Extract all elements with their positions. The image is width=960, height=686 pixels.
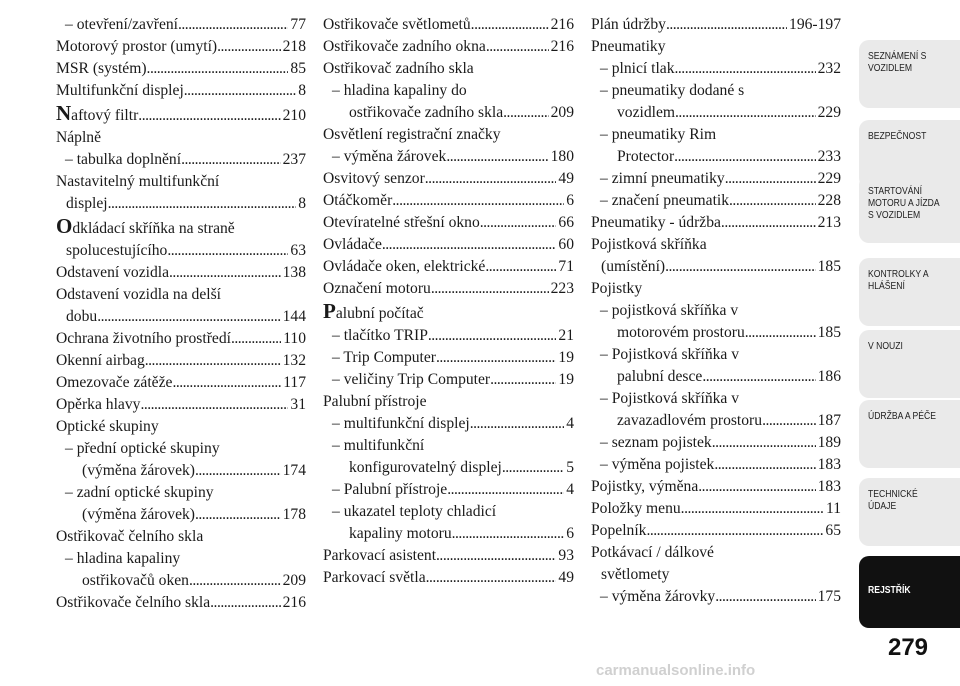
index-entry <box>591 476 841 498</box>
index-entry-rest: aftový filtr <box>71 107 139 124</box>
index-entry <box>323 391 574 413</box>
index-entry <box>591 586 841 608</box>
page-ref[interactable]: 183 <box>817 456 841 473</box>
index-entry-text: Protector <box>617 148 675 165</box>
index-entry <box>591 124 841 168</box>
page-ref[interactable]: 229 <box>817 104 841 121</box>
index-entry <box>591 388 841 432</box>
dot-leader <box>382 234 557 256</box>
page-ref[interactable]: 8 <box>298 82 306 99</box>
page-ref[interactable]: 233 <box>817 148 841 165</box>
index-entry-text: – pojistková skříňka v <box>600 302 739 319</box>
dot-leader <box>480 212 557 234</box>
index-entry-text: Popelník <box>591 522 647 539</box>
index-entry-text: Pneumatiky <box>591 38 666 55</box>
page-ref[interactable]: 218 <box>282 38 306 55</box>
index-entry-text: MSR (systém) <box>56 60 147 77</box>
page-ref[interactable]: 6 <box>566 192 574 209</box>
page-ref[interactable]: 189 <box>817 434 841 451</box>
index-entry <box>56 14 306 36</box>
index-entry-text: Osvitový senzor <box>323 170 425 187</box>
page-ref[interactable]: 185 <box>817 324 841 341</box>
index-entry-text: dobu <box>66 308 98 325</box>
page-ref[interactable]: 49 <box>558 170 574 187</box>
index-entry-text: Ostřikovače světlometů <box>323 16 471 33</box>
chapter-tab-label: BEZPEČNOST <box>868 130 927 142</box>
page-ref[interactable]: 175 <box>817 588 841 605</box>
dot-leader <box>97 306 280 328</box>
page-ref[interactable]: 187 <box>817 412 841 429</box>
index-entry-text: – multifunkční displej <box>332 415 470 432</box>
chapter-tab-label: V NOUZI <box>868 340 903 352</box>
index-entry-text <box>323 300 424 325</box>
index-entry-text: Osvětlení registrační značky <box>323 126 501 143</box>
index-column-2 <box>323 14 574 589</box>
dot-leader <box>485 256 556 278</box>
page-ref[interactable]: 216 <box>550 38 574 55</box>
page-ref[interactable]: 117 <box>283 374 306 391</box>
index-entry <box>56 215 306 262</box>
index-entry-text: vozidlem <box>617 104 676 121</box>
dot-leader <box>470 413 564 435</box>
index-entry-text: Odstavení vozidla na delší <box>56 286 221 303</box>
dot-leader <box>169 262 281 284</box>
page-ref[interactable]: 19 <box>558 349 574 366</box>
index-entry-text: palubní desce <box>617 368 703 385</box>
page-ref[interactable]: 228 <box>817 192 841 209</box>
letter-initial: P <box>323 299 336 323</box>
page-ref[interactable]: 85 <box>290 60 306 77</box>
index-entry-text: – pneumatiky Rim <box>600 126 717 143</box>
index-entry <box>591 300 841 344</box>
index-entry-text: Nastavitelný multifunkční <box>56 173 220 190</box>
dot-leader <box>666 14 787 36</box>
page-ref[interactable]: 65 <box>825 522 841 539</box>
dot-leader <box>502 457 564 479</box>
dot-leader <box>675 58 816 80</box>
index-entry <box>323 212 574 234</box>
chapter-tab[interactable] <box>859 40 960 108</box>
index-entry-text: Označení motoru <box>323 280 431 297</box>
index-entry-text: Pojistky, výměna <box>591 478 699 495</box>
index-entry-text: – seznam pojistek <box>600 434 712 451</box>
page-ref[interactable]: 185 <box>817 258 841 275</box>
index-entry-text <box>56 215 235 240</box>
index-entry <box>323 300 574 325</box>
index-entry <box>323 325 574 347</box>
index-entry <box>56 149 306 171</box>
index-entry <box>591 498 841 520</box>
dot-leader <box>184 80 296 102</box>
index-entry-text: – Palubní přístroje <box>332 481 448 498</box>
dot-leader <box>665 256 816 278</box>
dot-leader <box>145 350 281 372</box>
index-entry-text: – tlačítko TRIP <box>332 327 428 344</box>
index-entry-text: Ovládače <box>323 236 382 253</box>
index-entry-text: Parkovací asistent <box>323 547 437 564</box>
dot-leader <box>181 149 281 171</box>
index-entry-text: – Trip Computer <box>332 349 436 366</box>
index-entry-text: – pneumatiky dodané s <box>600 82 745 99</box>
index-entry <box>323 80 574 124</box>
index-entry <box>323 347 574 369</box>
index-entry-text: (výměna žárovek) <box>82 506 195 523</box>
index-entry-text: Odstavení vozidla <box>56 264 170 281</box>
index-entry-text: ostřikovačů oken <box>82 572 189 589</box>
dot-leader <box>446 146 548 168</box>
page-ref[interactable]: 5 <box>566 459 574 476</box>
index-entry <box>56 372 306 394</box>
index-entry-text: – hladina kapaliny do <box>332 82 467 99</box>
page-ref[interactable]: 63 <box>290 242 306 259</box>
chapter-tab[interactable] <box>859 556 960 628</box>
index-entry-text: – ukazatel teploty chladicí <box>332 503 497 520</box>
index-entry <box>323 369 574 391</box>
index-entry-text: kapaliny motoru <box>349 525 452 542</box>
index-entry-text: – zimní pneumatiky <box>600 170 725 187</box>
index-entry-text: světlomety <box>601 566 670 583</box>
index-entry-text: – přední optické skupiny <box>65 440 220 457</box>
index-entry-text: – multifunkční <box>332 437 425 454</box>
index-entry-text: – výměna žárovky <box>600 588 716 605</box>
index-entry-text: konfigurovatelný displej <box>349 459 502 476</box>
dot-leader <box>681 498 824 520</box>
dot-leader <box>471 14 549 36</box>
index-entry <box>323 278 574 300</box>
index-entry <box>56 482 306 526</box>
dot-leader <box>503 102 548 124</box>
dot-leader <box>436 545 556 567</box>
dot-leader <box>715 586 815 608</box>
index-entry <box>323 545 574 567</box>
index-entry <box>56 102 306 127</box>
page-ref[interactable]: 93 <box>558 547 574 564</box>
page-ref[interactable]: 110 <box>283 330 306 347</box>
page-number: 279 <box>887 634 929 661</box>
page-ref[interactable]: 19 <box>558 371 574 388</box>
letter-initial: N <box>56 101 72 125</box>
chapter-tab-label: SEZNÁMENÍ S VOZIDLEM <box>868 50 927 74</box>
index-entry <box>591 520 841 542</box>
index-entry-text: Optické skupiny <box>56 418 159 435</box>
page-ref[interactable]: 21 <box>558 327 574 344</box>
dot-leader <box>729 190 816 212</box>
page-ref[interactable]: 210 <box>282 107 306 124</box>
index-entry <box>56 416 306 438</box>
index-entry-text: Parkovací světla <box>323 569 426 586</box>
chapter-tab-label: ÚDRŽBA A PÉČE <box>868 410 936 422</box>
index-entry <box>591 190 841 212</box>
dot-leader <box>392 190 564 212</box>
index-entry <box>591 344 841 388</box>
chapter-tab[interactable] <box>859 478 960 546</box>
dot-leader <box>426 567 557 589</box>
dot-leader <box>698 476 815 498</box>
letter-initial: O <box>56 214 73 238</box>
index-entry <box>323 567 574 589</box>
index-entry-text: (umístění) <box>601 258 666 275</box>
index-entry <box>323 256 574 278</box>
index-entry-text: – hladina kapaliny <box>65 550 181 567</box>
index-entry <box>323 190 574 212</box>
index-entry <box>591 212 841 234</box>
page-ref[interactable]: 196-197 <box>789 16 841 33</box>
index-entry-text: Opěrka hlavy <box>56 396 141 413</box>
index-entry-text: Ostřikovače zadního okna <box>323 38 486 55</box>
index-entry <box>56 394 306 416</box>
dot-leader <box>210 592 280 614</box>
chapter-tab-label: REJSTŘÍK <box>868 584 911 596</box>
page-ref[interactable]: 232 <box>817 60 841 77</box>
dot-leader <box>436 347 556 369</box>
page-ref[interactable]: 4 <box>566 415 574 432</box>
index-entry-text: Palubní přístroje <box>323 393 427 410</box>
chapter-tab[interactable] <box>859 175 960 243</box>
index-entry-text: Ostřikovač zadního skla <box>323 60 474 77</box>
index-entry <box>323 435 574 479</box>
page-ref[interactable]: 237 <box>282 151 306 168</box>
index-entry <box>323 58 574 80</box>
index-entry <box>323 234 574 256</box>
dot-leader <box>195 460 281 482</box>
page-ref[interactable]: 209 <box>550 104 574 121</box>
watermark: carmanualsonline.info <box>596 662 756 679</box>
page-ref[interactable]: 174 <box>282 462 306 479</box>
dot-leader <box>172 372 281 394</box>
page-ref[interactable]: 6 <box>566 525 574 542</box>
index-entry-text: Ochrana životního prostředí <box>56 330 231 347</box>
index-entry-text: Otáčkoměr <box>323 192 393 209</box>
index-entry-text: – značení pneumatik <box>600 192 730 209</box>
index-entry-text: Náplně <box>56 129 102 146</box>
index-entry <box>591 542 841 586</box>
index-entry-text: – plnicí tlak <box>600 60 675 77</box>
index-entry-text: – výměna pojistek <box>600 456 715 473</box>
dot-leader <box>490 369 556 391</box>
chapter-tabs <box>859 0 960 686</box>
index-entry-text <box>56 102 138 127</box>
page-ref[interactable]: 178 <box>282 506 306 523</box>
index-entry-text: – zadní optické skupiny <box>65 484 214 501</box>
index-entry <box>56 80 306 102</box>
index-entry-text: Pojistková skříňka <box>591 236 707 253</box>
dot-leader <box>486 36 549 58</box>
index-entry <box>323 146 574 168</box>
page-ref[interactable]: 144 <box>282 308 306 325</box>
index-entry <box>56 127 306 149</box>
index-entry-text: Pojistky <box>591 280 643 297</box>
page-ref[interactable]: 186 <box>817 368 841 385</box>
dot-leader <box>140 394 288 416</box>
page-ref[interactable]: 66 <box>558 214 574 231</box>
dot-leader <box>675 102 816 124</box>
dot-leader <box>452 523 565 545</box>
dot-leader <box>231 328 281 350</box>
index-entry-text: – veličiny Trip Computer <box>332 371 491 388</box>
index-entry <box>591 278 841 300</box>
index-entry <box>323 501 574 545</box>
dot-leader <box>147 58 289 80</box>
page-ref[interactable]: 60 <box>558 236 574 253</box>
index-entry-text: Ostřikovače čelního skla <box>56 594 211 611</box>
index-entry <box>56 350 306 372</box>
index-entry-rest: dkládací skříňka na straně <box>72 220 235 237</box>
index-entry <box>591 432 841 454</box>
page-ref[interactable]: 229 <box>817 170 841 187</box>
page-ref[interactable]: 49 <box>558 569 574 586</box>
index-entry <box>591 454 841 476</box>
index-entry <box>323 14 574 36</box>
dot-leader <box>431 278 549 300</box>
index-entry <box>591 36 841 58</box>
page-ref[interactable]: 138 <box>282 264 306 281</box>
chapter-tab-label: TECHNICKÉ ÚDAJE <box>868 488 918 512</box>
index-entry-text: (výměna žárovek) <box>82 462 195 479</box>
index-entry-text: Omezovače zátěže <box>56 374 173 391</box>
index-entry-rest: alubní počítač <box>335 305 424 322</box>
page-ref[interactable]: 132 <box>282 352 306 369</box>
index-entry <box>56 592 306 614</box>
index-entry <box>323 124 574 146</box>
dot-leader <box>138 105 280 127</box>
index-entry-text: displej <box>66 195 108 212</box>
dot-leader <box>447 479 564 501</box>
page-ref[interactable]: 77 <box>290 16 306 33</box>
dot-leader <box>712 432 816 454</box>
index-entry <box>591 58 841 80</box>
index-entry <box>56 36 306 58</box>
index-entry-text: Multifunkční displej <box>56 82 184 99</box>
index-entry-text: – Pojistková skříňka v <box>600 346 740 363</box>
dot-leader <box>178 14 288 36</box>
index-entry-text: Ovládače oken, elektrické <box>323 258 486 275</box>
index-entry <box>56 58 306 80</box>
dot-leader <box>195 504 281 526</box>
page-ref[interactable]: 4 <box>566 481 574 498</box>
index-entry <box>56 284 306 328</box>
dot-leader <box>762 410 816 432</box>
index-entry <box>56 171 306 215</box>
chapter-tab-label: STARTOVÁNÍ MOTORU A JÍZDA S VOZIDLEM <box>868 185 940 221</box>
dot-leader <box>108 193 297 215</box>
index-entry <box>323 168 574 190</box>
dot-leader <box>425 168 557 190</box>
index-entry-text: – Pojistková skříňka v <box>600 390 740 407</box>
index-entry <box>591 234 841 278</box>
index-entry <box>323 479 574 501</box>
index-entry <box>323 36 574 58</box>
dot-leader <box>714 454 815 476</box>
dot-leader <box>674 146 815 168</box>
index-entry-text: Položky menu <box>591 500 681 517</box>
index-entry <box>56 438 306 482</box>
page-ref[interactable]: 216 <box>282 594 306 611</box>
dot-leader <box>721 212 816 234</box>
index-entry <box>56 548 306 592</box>
index-entry-text: Okenní airbag <box>56 352 145 369</box>
index-entry <box>56 526 306 548</box>
page-ref[interactable]: 209 <box>282 572 306 589</box>
page-ref[interactable]: 180 <box>550 148 574 165</box>
index-entry-text: Potkávací / dálkové <box>591 544 714 561</box>
index-entry <box>591 80 841 124</box>
index-column-1 <box>56 14 306 614</box>
page-ref[interactable]: 216 <box>550 16 574 33</box>
page-ref[interactable]: 31 <box>290 396 306 413</box>
index-entry <box>591 168 841 190</box>
index-entry-text: Ostřikovač čelního skla <box>56 528 204 545</box>
index-entry-text: ostřikovače zadního skla <box>349 104 504 121</box>
dot-leader <box>217 36 280 58</box>
page-ref[interactable]: 71 <box>558 258 574 275</box>
index-entry-text: Motorový prostor (umytí) <box>56 38 218 55</box>
index-entry <box>323 413 574 435</box>
index-entry-text: Pneumatiky - údržba <box>591 214 721 231</box>
index-entry-text: – tabulka doplnění <box>65 151 182 168</box>
index-entry <box>56 262 306 284</box>
index-entry-text: motorovém prostoru <box>617 324 745 341</box>
dot-leader <box>189 570 281 592</box>
dot-leader <box>745 322 816 344</box>
index-entry <box>56 328 306 350</box>
page-ref[interactable]: 183 <box>817 478 841 495</box>
chapter-tab-label: KONTROLKY A HLÁŠENÍ <box>868 268 929 292</box>
page-ref[interactable]: 223 <box>550 280 574 297</box>
chapter-tab[interactable] <box>859 400 960 468</box>
chapter-tab[interactable] <box>859 330 960 398</box>
dot-leader <box>167 240 288 262</box>
page-ref[interactable]: 8 <box>298 195 306 212</box>
page-ref[interactable]: 11 <box>825 500 841 517</box>
index-entry <box>591 14 841 36</box>
index-entry-text: – výměna žárovek <box>332 148 447 165</box>
dot-leader <box>428 325 557 347</box>
index-entry-text: spolucestujícího <box>66 242 168 259</box>
index-entry-text: – otevření/zavření <box>65 16 179 33</box>
index-column-3 <box>591 14 841 608</box>
index-entry-text: Plán údržby <box>591 16 666 33</box>
index-entry-text: zavazadlovém prostoru <box>617 412 763 429</box>
index-entry-text: Otevíratelné střešní okno <box>323 214 480 231</box>
dot-leader <box>725 168 816 190</box>
dot-leader <box>702 366 815 388</box>
dot-leader <box>646 520 823 542</box>
chapter-tab[interactable] <box>859 258 960 326</box>
page-ref[interactable]: 213 <box>817 214 841 231</box>
